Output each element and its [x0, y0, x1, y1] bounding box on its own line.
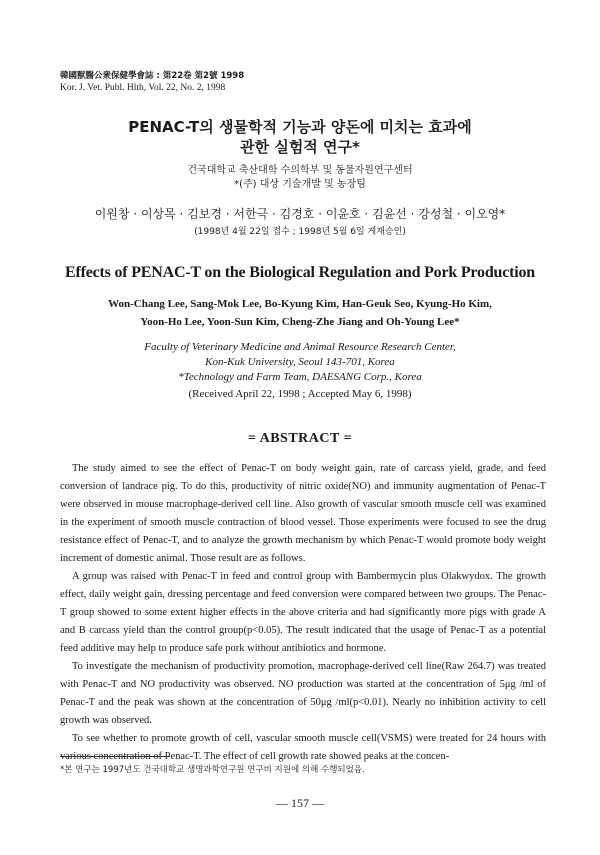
korean-received-dates: (1998년 4월 22일 접수 ; 1998년 5월 6일 게재승인) [194, 227, 406, 237]
korean-authors: 이원창 · 이상목 · 김보경 · 서한극 · 김경호 · 이윤호 · 김윤선 · 강성철 · 이오영* [94, 207, 506, 221]
abstract-body [60, 460, 546, 766]
english-affiliation-line1: Faculty of Veterinary Medicine and Animal Resource Research Center, [144, 341, 456, 353]
english-authors-line2: Yoon-Ho Lee, Yoon-Sun Kim, Cheng-Zhe Jiang and Oh-Young Lee* [140, 316, 460, 328]
page-number: — 157 — [276, 796, 324, 810]
abstract-paragraph: A group was raised with Penac-T in feed and control group with Bambermycin plus Olakwydox. The growth effect, daily weight gain, dressing percentage and feed conversion were compared between two groups. The Penac-T group showed to some extent higher effects in the above criteria and had significantly more pigs with grade A and B carcass yield than the control group(p<0.05). The result indicated that the usage of Penac-T as a potential feed additive may help to produce safe pork without antibiotics and hormone. [60, 571, 546, 654]
english-authors [0, 295, 600, 331]
english-affiliation-line2: Kon-Kuk University, Seoul 143-701, Korea [205, 356, 395, 368]
journal-citation-english: Kor. J. Vet. Publ. Hlth, Vol. 22, No. 2, 1998 [60, 83, 226, 93]
korean-title-line1: PENAC-T의 생물학적 기능과 양돈에 미치는 효과에 [128, 118, 472, 136]
abstract-heading: = ABSTRACT = [247, 431, 353, 446]
korean-affiliation-line2: *(주) 대상 기술개발 및 농장팀 [234, 179, 366, 190]
english-affiliation [0, 340, 600, 385]
abstract-paragraph: The study aimed to see the effect of Penac-T on body weight gain, rate of carcass yield, grade, and feed conversion of landrace pig. To do this, productivity of nitric oxide(NO) and immunity augmentation of Penac-T were observed in mouse macrophage-derived cell line. Also growth of vascular smooth muscle cell was examined in the experiment of smooth muscle contraction of blood vessel. Those experiments were focused to see the drug resistance effect of Penac-T, and to analyze the growth mechanism by which Penac-T would promote body weight increment of domestic animal. Those result are as follows. [60, 463, 546, 564]
journal-header [60, 70, 244, 94]
english-title: Effects of PENAC-T on the Biological Regulation and Pork Production [64, 264, 535, 281]
english-received-dates: (Received April 22, 1998 ; Accepted May 6, 1998) [188, 388, 412, 400]
english-affiliation-line3: *Technology and Farm Team, DAESANG Corp., Korea [178, 371, 422, 383]
english-authors-line1: Won-Chang Lee, Sang-Mok Lee, Bo-Kyung Kim, Han-Geuk Seo, Kyung-Ho Kim, [108, 298, 492, 310]
abstract-paragraph: To see whether to promote growth of cell, vascular smooth muscle cell(VSMS) were treated for 24 hours with various concentration of Penac-T. The effect of cell growth rate showed peaks at the concen- [60, 733, 546, 762]
korean-affiliation [0, 164, 600, 192]
abstract-paragraph: To investigate the mechanism of productivity promotion, macrophage-derived cell line(Raw 264.7) was treated with Penac-T and NO productivity was observed. NO production was started at the concentration of 5μg /ml of Penac-T and the peak was shown at the concentration of 50μg /ml(p<0.01). Nearly no inhibition activity to cell growth was observed. [60, 661, 546, 726]
funding-footnote: *본 연구는 1997년도 건국대학교 생명과학연구원 연구비 지원에 의해 수행되었음. [60, 765, 365, 775]
korean-title-line2: 관한 실험적 연구* [240, 138, 360, 156]
korean-title [0, 117, 600, 157]
korean-affiliation-line1: 건국대학교 축산대학 수의학부 및 동물자원연구센터 [187, 165, 413, 176]
footnote-divider [60, 756, 170, 757]
journal-citation-korean: 韓國獸醫公衆保健學會誌 : 第22卷 第2號 1998 [60, 71, 245, 81]
